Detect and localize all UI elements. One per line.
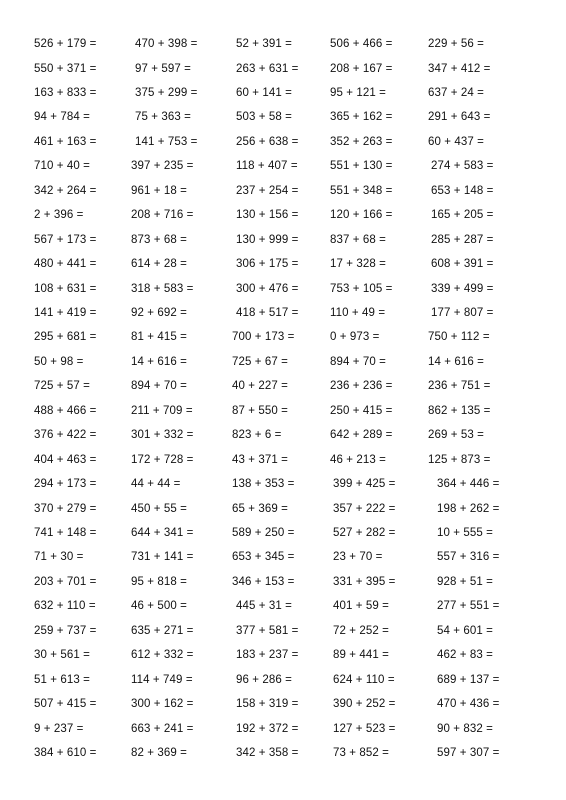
addition-problem: 81 + 415 = (131, 331, 187, 344)
addition-problem: 141 + 753 = (135, 135, 198, 148)
addition-problem: 725 + 67 = (232, 355, 288, 368)
addition-problem: 551 + 130 = (330, 160, 393, 173)
addition-problem: 347 + 412 = (428, 62, 491, 75)
addition-problem: 165 + 205 = (431, 209, 494, 222)
addition-problem: 71 + 30 = (34, 551, 84, 564)
addition-problem: 110 + 49 = (330, 306, 386, 319)
addition-problem: 401 + 59 = (333, 600, 389, 613)
addition-problem: 291 + 643 = (428, 111, 491, 124)
addition-problem: 274 + 583 = (431, 160, 494, 173)
addition-problem: 488 + 466 = (34, 404, 97, 417)
addition-problem: 92 + 692 = (131, 306, 187, 319)
addition-problem: 141 + 419 = (34, 306, 97, 319)
addition-problem: 357 + 222 = (333, 502, 396, 515)
addition-problem: 44 + 44 = (131, 478, 181, 491)
addition-problem: 557 + 316 = (437, 551, 500, 564)
addition-problem: 208 + 167 = (330, 62, 393, 75)
addition-problem: 642 + 289 = (330, 429, 393, 442)
addition-problem: 461 + 163 = (34, 135, 97, 148)
addition-problem: 637 + 24 = (428, 86, 484, 99)
addition-problem: 75 + 363 = (135, 111, 191, 124)
addition-problem: 14 + 616 = (131, 355, 187, 368)
addition-problem: 376 + 422 = (34, 429, 97, 442)
addition-problem: 862 + 135 = (428, 404, 491, 417)
addition-problem: 127 + 523 = (333, 722, 396, 735)
addition-problem: 10 + 555 = (437, 527, 493, 539)
addition-problem: 612 + 332 = (131, 649, 194, 662)
addition-problem: 250 + 415 = (330, 404, 393, 417)
addition-problem: 507 + 415 = (34, 698, 97, 711)
addition-problem: 608 + 391 = (431, 258, 494, 270)
addition-problem: 689 + 137 = (437, 673, 500, 686)
addition-problem: 823 + 6 = (232, 429, 282, 442)
addition-problem: 450 + 55 = (131, 502, 187, 515)
addition-problem: 301 + 332 = (131, 429, 194, 442)
addition-problem: 256 + 638 = (236, 135, 299, 148)
addition-problem: 503 + 58 = (236, 111, 292, 124)
addition-problem: 203 + 701 = (34, 575, 97, 588)
addition-problem: 82 + 369 = (131, 747, 187, 759)
addition-problem: 120 + 166 = (330, 209, 393, 222)
addition-problem: 365 + 162 = (330, 111, 393, 124)
addition-problem: 163 + 833 = (34, 86, 97, 99)
addition-problem: 30 + 561 = (34, 649, 90, 662)
addition-problem: 50 + 98 = (34, 355, 84, 368)
addition-problem: 342 + 358 = (236, 747, 299, 759)
addition-problem: 589 + 250 = (232, 527, 295, 539)
addition-problem: 89 + 441 = (333, 649, 389, 662)
addition-problem: 418 + 517 = (236, 306, 299, 319)
addition-problem: 46 + 213 = (330, 453, 386, 466)
addition-problem: 731 + 141 = (131, 551, 194, 564)
addition-problem: 172 + 728 = (131, 453, 194, 466)
addition-problem: 54 + 601 = (437, 624, 493, 637)
addition-problem: 370 + 279 = (34, 502, 97, 515)
addition-problem: 725 + 57 = (34, 380, 90, 393)
addition-problem: 399 + 425 = (333, 478, 396, 491)
addition-problem: 377 + 581 = (236, 624, 299, 637)
addition-problem: 237 + 254 = (236, 184, 299, 197)
addition-problem: 404 + 463 = (34, 453, 97, 466)
addition-problem: 445 + 31 = (236, 600, 292, 613)
addition-problem: 23 + 70 = (333, 551, 383, 564)
addition-problem: 183 + 237 = (236, 649, 299, 662)
addition-problem: 118 + 407 = (236, 160, 298, 173)
addition-problem: 96 + 286 = (236, 673, 292, 686)
addition-problem: 263 + 631 = (236, 62, 299, 75)
addition-problem: 346 + 153 = (232, 575, 295, 588)
addition-problem: 60 + 141 = (236, 86, 292, 99)
addition-problem: 40 + 227 = (232, 380, 288, 393)
addition-problem: 158 + 319 = (236, 698, 299, 711)
addition-problem: 470 + 436 = (437, 698, 500, 711)
addition-problem: 894 + 70 = (330, 355, 386, 368)
addition-problem: 14 + 616 = (428, 355, 484, 368)
addition-problem: 73 + 852 = (333, 747, 389, 759)
addition-problem: 229 + 56 = (428, 38, 484, 50)
addition-problem: 2 + 396 = (34, 209, 84, 222)
addition-problem: 644 + 341 = (131, 527, 194, 539)
addition-problem: 663 + 241 = (131, 722, 194, 735)
addition-problem: 551 + 348 = (330, 184, 393, 197)
addition-problem: 300 + 162 = (131, 698, 194, 711)
addition-problem: 364 + 446 = (437, 478, 500, 491)
addition-problem: 97 + 597 = (135, 62, 191, 75)
addition-problem: 653 + 148 = (431, 184, 494, 197)
addition-problem: 331 + 395 = (333, 575, 396, 588)
addition-problem: 526 + 179 = (34, 38, 97, 50)
addition-problem: 125 + 873 = (428, 453, 491, 466)
addition-problem: 352 + 263 = (330, 135, 393, 148)
addition-problem: 624 + 110 = (333, 673, 395, 686)
addition-problem: 277 + 551 = (437, 600, 500, 613)
addition-problem: 0 + 973 = (330, 331, 380, 344)
addition-problem: 375 + 299 = (135, 86, 198, 99)
addition-problem: 87 + 550 = (232, 404, 288, 417)
addition-problem: 65 + 369 = (232, 502, 288, 515)
addition-problem: 597 + 307 = (437, 747, 500, 759)
addition-problem: 873 + 68 = (131, 233, 187, 246)
addition-problem: 211 + 709 = (131, 404, 193, 417)
addition-problem: 550 + 371 = (34, 62, 97, 75)
addition-problem: 130 + 156 = (236, 209, 299, 222)
addition-problem: 527 + 282 = (333, 527, 396, 539)
addition-problem: 95 + 818 = (131, 575, 187, 588)
addition-problem: 94 + 784 = (34, 111, 90, 124)
addition-problem: 236 + 751 = (428, 380, 491, 393)
addition-problem: 390 + 252 = (333, 698, 396, 711)
addition-problem: 295 + 681 = (34, 331, 97, 344)
addition-problem: 95 + 121 = (330, 86, 386, 99)
addition-problem: 961 + 18 = (131, 184, 187, 197)
addition-problem: 306 + 175 = (236, 258, 299, 270)
addition-problem: 192 + 372 = (236, 722, 299, 735)
addition-problem: 72 + 252 = (333, 624, 389, 637)
addition-problem: 294 + 173 = (34, 478, 97, 491)
addition-problem: 470 + 398 = (135, 38, 198, 50)
addition-problem: 397 + 235 = (131, 160, 194, 173)
addition-problem: 259 + 737 = (34, 624, 97, 637)
addition-problem: 60 + 437 = (428, 135, 484, 148)
addition-problem: 710 + 40 = (34, 160, 90, 173)
addition-problem: 384 + 610 = (34, 747, 97, 759)
addition-problem: 318 + 583 = (131, 282, 194, 295)
addition-problem: 9 + 237 = (34, 722, 84, 735)
addition-problem: 90 + 832 = (437, 722, 493, 735)
addition-problem: 130 + 999 = (236, 233, 299, 246)
addition-problem: 208 + 716 = (131, 209, 194, 222)
addition-problem: 462 + 83 = (437, 649, 493, 662)
addition-problem: 342 + 264 = (34, 184, 97, 197)
addition-problem: 837 + 68 = (330, 233, 386, 246)
addition-problem: 52 + 391 = (236, 38, 292, 50)
addition-problem: 46 + 500 = (131, 600, 187, 613)
addition-problem: 177 + 807 = (431, 306, 494, 319)
addition-problem: 635 + 271 = (131, 624, 194, 637)
addition-problem: 114 + 749 = (131, 673, 193, 686)
addition-problem: 339 + 499 = (431, 282, 494, 295)
addition-problem: 17 + 328 = (330, 258, 386, 270)
addition-problem: 51 + 613 = (34, 673, 90, 686)
addition-problem: 894 + 70 = (131, 380, 187, 393)
addition-problem: 632 + 110 = (34, 600, 96, 613)
addition-problem: 285 + 287 = (431, 233, 494, 246)
addition-problem: 614 + 28 = (131, 258, 187, 270)
addition-problem: 269 + 53 = (428, 429, 484, 442)
addition-problem: 138 + 353 = (232, 478, 295, 491)
addition-problem: 753 + 105 = (330, 282, 393, 295)
addition-problem: 700 + 173 = (232, 331, 295, 344)
addition-problem: 653 + 345 = (232, 551, 295, 564)
addition-problem: 567 + 173 = (34, 233, 97, 246)
addition-problem: 741 + 148 = (34, 527, 97, 539)
addition-problem: 480 + 441 = (34, 258, 97, 270)
addition-problem: 300 + 476 = (236, 282, 299, 295)
addition-problem: 108 + 631 = (34, 282, 97, 295)
addition-problem: 928 + 51 = (437, 575, 493, 588)
addition-problem: 43 + 371 = (232, 453, 288, 466)
addition-problem: 750 + 112 = (428, 331, 490, 344)
addition-problem: 236 + 236 = (330, 380, 393, 393)
addition-problem: 198 + 262 = (437, 502, 500, 515)
addition-problem: 506 + 466 = (330, 38, 393, 50)
